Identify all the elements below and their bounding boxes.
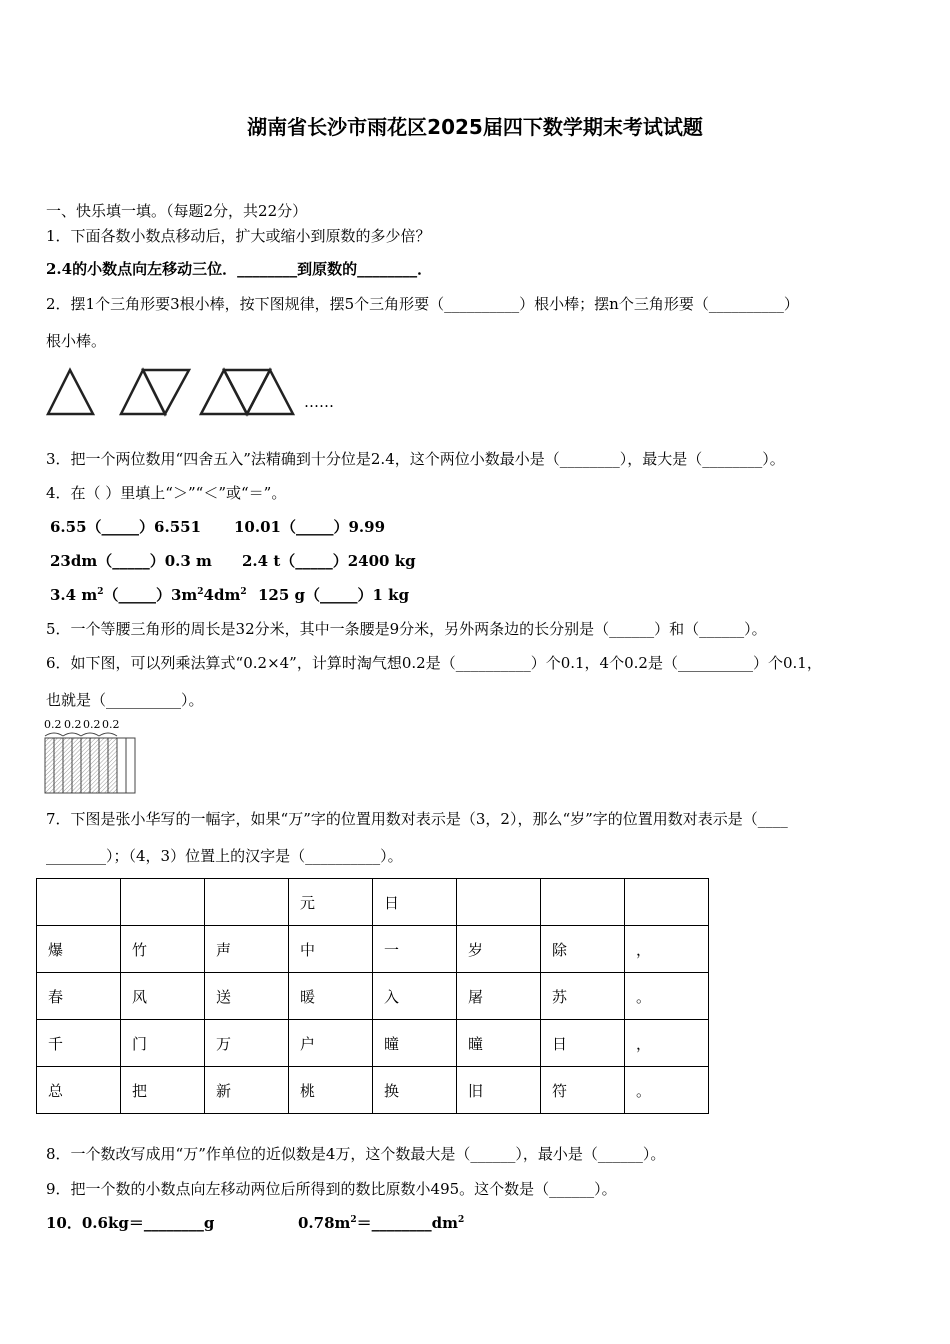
grid-cell: 送 [205,973,289,1020]
q1-text: 1．下面各数小数点移动后，扩大或缩小到原数的多少倍？ [46,227,431,245]
grid-cell: 日 [373,879,457,926]
q5-text: 5．一个等腰三角形的周长是32分米，其中一条腰是9分米，另外两条边的长分别是（______）和（______）。 [46,620,767,638]
table-row [37,1067,709,1114]
q10-item: $0.78m^2=\_\_\_\_\_\_\_\_dm^2$ [298,1214,465,1232]
q4-item: 23dm（_____）0.3 m [50,552,212,570]
grid-cell: ， [625,1020,709,1067]
grid-cell: 岁 [457,926,541,973]
triangle-3b [224,370,270,414]
triangle-1 [48,370,93,414]
grid-cell: 风 [121,973,205,1020]
grid-cell: 暖 [289,973,373,1020]
q7-text-cont: ________）；（4，3）位置上的汉字是（__________）。 [46,847,403,865]
grid-cell: 一 [373,926,457,973]
bar-label: 0.2 [83,718,101,731]
q8-text: 8．一个数改写成用“万”作单位的近似数是4万，这个数最大是（______），最小是（______）。 [46,1145,666,1163]
q3-text: 3．把一个两位数用“四舍五入”法精确到十分位是2.4，这个两位小数最小是（________），最大是（________）。 [46,450,785,468]
grid-cell: ， [625,926,709,973]
triangle-2b [143,370,189,414]
q4-item: 6.55（_____）6.551 [50,518,202,536]
grid-cell: 千 [37,1020,121,1067]
triangle-3c [247,370,293,414]
grid-cell: 竹 [121,926,205,973]
q10-item: 10．0.6kg＝________g [46,1214,215,1232]
triangle-2a [121,370,165,414]
grid-cell: 户 [289,1020,373,1067]
bar-label: 0.2 [44,718,62,731]
bar-label: 0.2 [102,718,120,731]
grid-cell: 屠 [457,973,541,1020]
grid-cell: 除 [541,926,625,973]
q4-text: 4．在（ ）里填上“＞”“＜”或“＝”。 [46,484,287,502]
pattern-ellipsis: …… [304,393,334,411]
q2-text-cont: 根小棒。 [46,332,107,350]
table-row [37,926,709,973]
grid-cell: 声 [205,926,289,973]
q4-item: 2.4 t（_____）2400 kg [242,552,416,570]
q4-item: 125 g（_____）1 kg [258,586,410,604]
grid-cell [37,879,121,926]
grid-cell: 门 [121,1020,205,1067]
q9-text: 9．把一个数的小数点向左移动两位后所得到的数比原数小495。这个数是（______）。 [46,1180,617,1198]
grid-cell: 日 [541,1020,625,1067]
grid-cell: 。 [625,1067,709,1114]
grid-cell: 中 [289,926,373,973]
grid-cell: 新 [205,1067,289,1114]
q4-item: 3.4 $m^2(\_\_\_\_\_)3m^24dm^2$ [50,586,247,604]
table-row [37,879,709,926]
q6-text: 6．如下图，可以列乘法算式“0.2×4”，计算时淘气想0.2是（__________）个0.1，4个0.2是（__________）个0.1， [46,654,822,672]
table-row [37,973,709,1020]
grid-cell: 春 [37,973,121,1020]
grid-cell: 元 [289,879,373,926]
grid-cell: 桃 [289,1067,373,1114]
bar-label: 0.2 [64,718,82,731]
grid-cell [625,879,709,926]
decimal-bar-figure [44,718,140,796]
grid-cell [457,879,541,926]
table-row [37,1020,709,1067]
grid-cell: 曈 [373,1020,457,1067]
grid-cell: 。 [625,973,709,1020]
grid-cell: 符 [541,1067,625,1114]
q6-text-cont: 也就是（__________）。 [46,691,204,709]
grid-cell: 爆 [37,926,121,973]
q1-blank-line: 2.4的小数点向左移动三位．________到原数的________． [46,260,433,278]
grid-cell: 总 [37,1067,121,1114]
page-title: 湖南省长沙市雨花区2025届四下数学期末考试试题 [247,115,703,139]
q2-text: 2．摆1个三角形要3根小棒，按下图规律，摆5个三角形要（__________）根小棒；摆n个三角形要（__________） [46,295,799,313]
triangle-pattern-figure [44,364,304,419]
grid-cell [121,879,205,926]
q7-text: 7．下图是张小华写的一幅字，如果“万”字的位置用数对表示是（3，2），那么“岁”字的位置用数对表示是（____ [46,810,788,828]
grid-cell: 万 [205,1020,289,1067]
grid-cell: 换 [373,1067,457,1114]
grid-cell: 苏 [541,973,625,1020]
grid-cell [205,879,289,926]
grid-cell: 曈 [457,1020,541,1067]
calligraphy-grid [36,878,709,1114]
q4-item: 10.01（_____）9.99 [234,518,386,536]
grid-cell: 把 [121,1067,205,1114]
section-heading: 一、快乐填一填。（每题2分，共22分） [46,202,308,220]
grid-cell [541,879,625,926]
triangle-3a [201,370,247,414]
grid-cell: 旧 [457,1067,541,1114]
grid-cell: 入 [373,973,457,1020]
